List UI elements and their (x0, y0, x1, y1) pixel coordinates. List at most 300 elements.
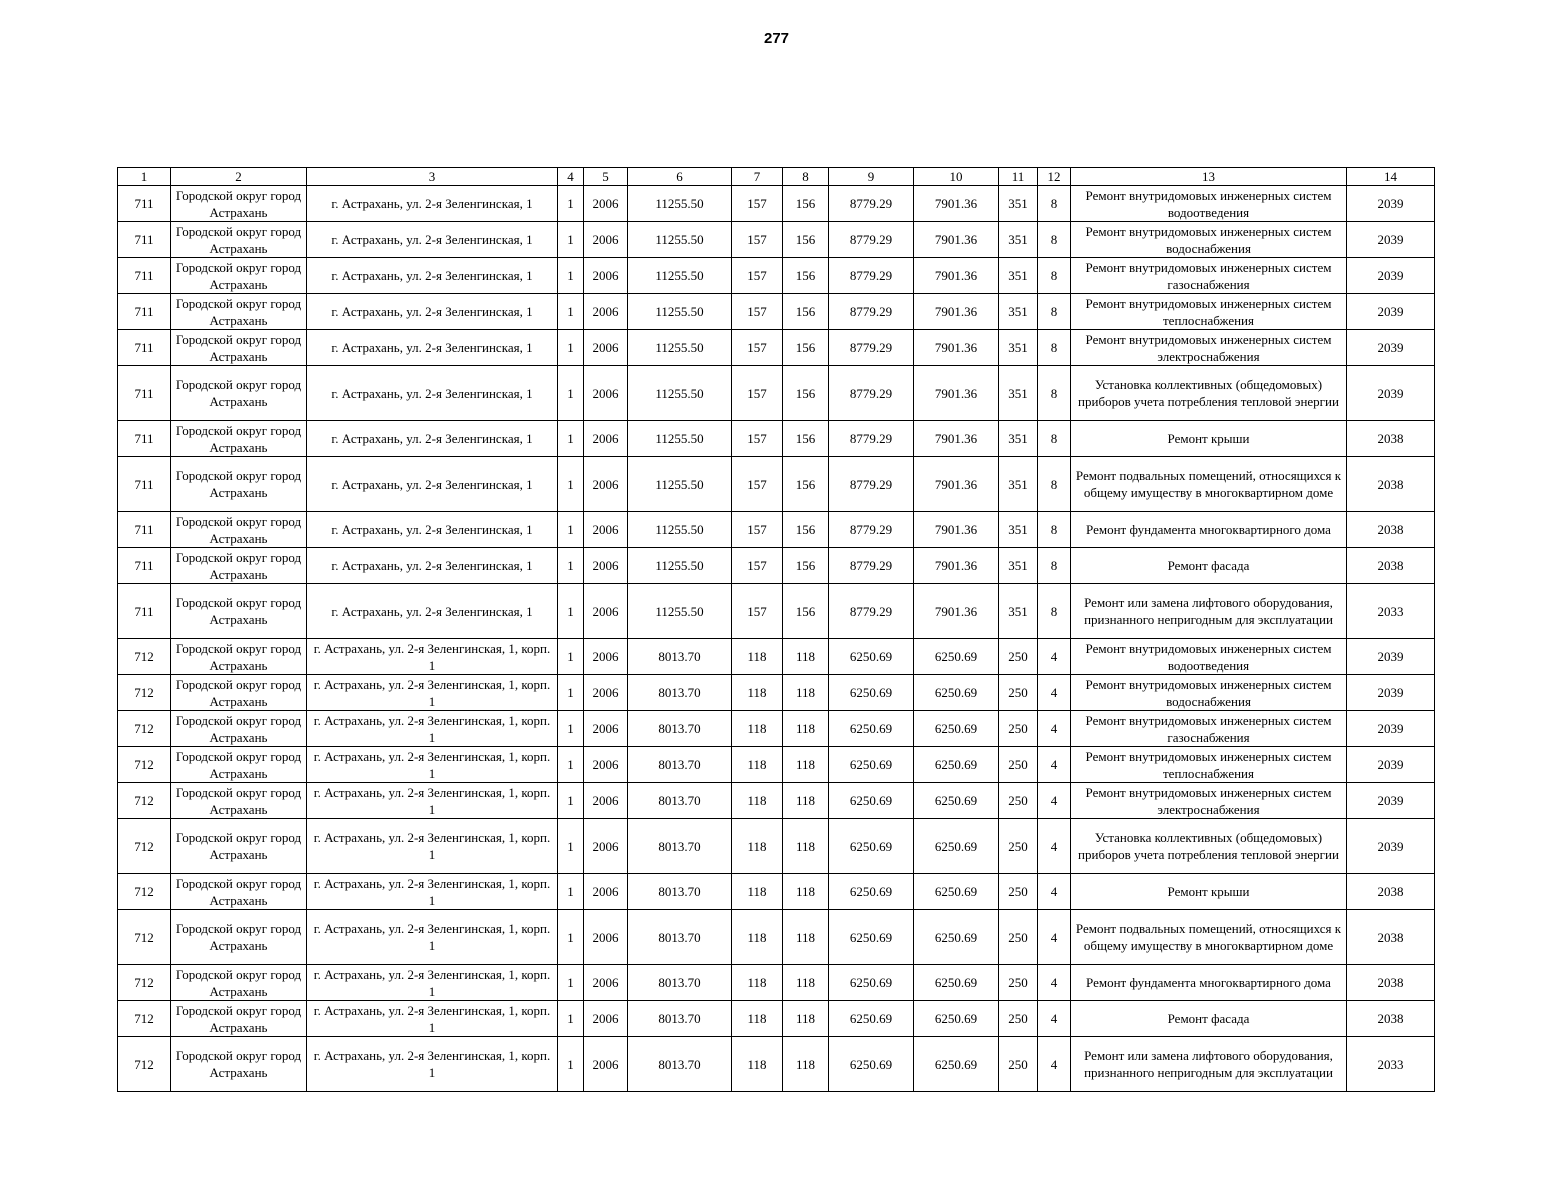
cell-stage: 1 (558, 639, 584, 675)
cell-c8: 118 (783, 1037, 829, 1092)
cell-object-number: 711 (118, 421, 171, 457)
cell-floors: 8 (1038, 294, 1071, 330)
cell-work-type: Ремонт фасада (1071, 1001, 1347, 1037)
cell-work-type: Установка коллективных (общедомовых) приборов учета потребления тепловой энергии (1071, 366, 1347, 421)
cell-address: г. Астрахань, ул. 2-я Зеленгинская, 1 (307, 330, 558, 366)
cell-c10: 7901.36 (914, 457, 999, 512)
cell-year: 2006 (584, 421, 628, 457)
cell-total-area: 11255.50 (628, 457, 732, 512)
table-row (118, 330, 1435, 366)
cell-c7: 157 (732, 512, 783, 548)
cell-residents: 250 (999, 910, 1038, 965)
cell-c10: 6250.69 (914, 819, 999, 874)
cell-object-number: 712 (118, 874, 171, 910)
cell-stage: 1 (558, 330, 584, 366)
cell-c7: 157 (732, 457, 783, 512)
cell-object-number: 712 (118, 1001, 171, 1037)
cell-c10: 6250.69 (914, 1001, 999, 1037)
cell-address: г. Астрахань, ул. 2-я Зеленгинская, 1, корп. 1 (307, 874, 558, 910)
cell-c8: 156 (783, 330, 829, 366)
cell-address: г. Астрахань, ул. 2-я Зеленгинская, 1, корп. 1 (307, 910, 558, 965)
cell-c9: 8779.29 (829, 457, 914, 512)
cell-planned-year: 2039 (1347, 675, 1435, 711)
cell-planned-year: 2038 (1347, 421, 1435, 457)
table-row (118, 965, 1435, 1001)
cell-c9: 8779.29 (829, 222, 914, 258)
column-header: 13 (1071, 168, 1347, 186)
cell-residents: 351 (999, 584, 1038, 639)
cell-c8: 118 (783, 874, 829, 910)
column-header: 12 (1038, 168, 1071, 186)
cell-c9: 8779.29 (829, 186, 914, 222)
cell-floors: 4 (1038, 783, 1071, 819)
cell-c9: 8779.29 (829, 294, 914, 330)
table-row (118, 1037, 1435, 1092)
cell-c7: 157 (732, 186, 783, 222)
table-row (118, 910, 1435, 965)
cell-municipality: Городской округ город Астрахань (171, 457, 307, 512)
cell-c10: 6250.69 (914, 874, 999, 910)
cell-c8: 156 (783, 366, 829, 421)
cell-total-area: 11255.50 (628, 512, 732, 548)
table-row (118, 366, 1435, 421)
cell-object-number: 711 (118, 548, 171, 584)
cell-total-area: 8013.70 (628, 910, 732, 965)
cell-object-number: 712 (118, 711, 171, 747)
cell-municipality: Городской округ город Астрахань (171, 548, 307, 584)
cell-residents: 351 (999, 330, 1038, 366)
cell-stage: 1 (558, 747, 584, 783)
cell-c8: 156 (783, 222, 829, 258)
cell-year: 2006 (584, 330, 628, 366)
cell-address: г. Астрахань, ул. 2-я Зеленгинская, 1, корп. 1 (307, 819, 558, 874)
cell-address: г. Астрахань, ул. 2-я Зеленгинская, 1 (307, 366, 558, 421)
cell-planned-year: 2033 (1347, 1037, 1435, 1092)
cell-c8: 118 (783, 711, 829, 747)
cell-c9: 8779.29 (829, 366, 914, 421)
cell-municipality: Городской округ город Астрахань (171, 584, 307, 639)
cell-c7: 157 (732, 258, 783, 294)
cell-total-area: 8013.70 (628, 874, 732, 910)
cell-floors: 4 (1038, 1001, 1071, 1037)
cell-c10: 7901.36 (914, 366, 999, 421)
cell-municipality: Городской округ город Астрахань (171, 222, 307, 258)
table-row (118, 783, 1435, 819)
cell-residents: 351 (999, 457, 1038, 512)
column-header: 11 (999, 168, 1038, 186)
cell-c10: 7901.36 (914, 186, 999, 222)
cell-municipality: Городской округ город Астрахань (171, 366, 307, 421)
column-header: 7 (732, 168, 783, 186)
cell-work-type: Ремонт подвальных помещений, относящихся к общему имуществу в многоквартирном доме (1071, 457, 1347, 512)
cell-year: 2006 (584, 965, 628, 1001)
cell-floors: 8 (1038, 222, 1071, 258)
cell-stage: 1 (558, 965, 584, 1001)
cell-floors: 4 (1038, 711, 1071, 747)
cell-c9: 6250.69 (829, 874, 914, 910)
cell-residents: 250 (999, 675, 1038, 711)
cell-c7: 157 (732, 584, 783, 639)
cell-total-area: 8013.70 (628, 747, 732, 783)
page-number: 277 (763, 30, 790, 47)
cell-floors: 8 (1038, 457, 1071, 512)
cell-total-area: 8013.70 (628, 639, 732, 675)
cell-year: 2006 (584, 819, 628, 874)
cell-stage: 1 (558, 675, 584, 711)
cell-c8: 118 (783, 783, 829, 819)
column-header: 1 (118, 168, 171, 186)
cell-object-number: 712 (118, 747, 171, 783)
table-row (118, 186, 1435, 222)
cell-municipality: Городской округ город Астрахань (171, 294, 307, 330)
cell-object-number: 712 (118, 965, 171, 1001)
cell-planned-year: 2038 (1347, 512, 1435, 548)
cell-work-type: Ремонт внутридомовых инженерных систем теплоснабжения (1071, 294, 1347, 330)
cell-c7: 118 (732, 819, 783, 874)
cell-year: 2006 (584, 294, 628, 330)
cell-object-number: 711 (118, 512, 171, 548)
cell-c7: 118 (732, 1001, 783, 1037)
cell-municipality: Городской округ город Астрахань (171, 1037, 307, 1092)
cell-total-area: 8013.70 (628, 1001, 732, 1037)
cell-planned-year: 2038 (1347, 874, 1435, 910)
cell-address: г. Астрахань, ул. 2-я Зеленгинская, 1 (307, 186, 558, 222)
cell-stage: 1 (558, 366, 584, 421)
cell-stage: 1 (558, 421, 584, 457)
cell-object-number: 711 (118, 330, 171, 366)
cell-floors: 4 (1038, 1037, 1071, 1092)
cell-municipality: Городской округ город Астрахань (171, 1001, 307, 1037)
cell-planned-year: 2039 (1347, 186, 1435, 222)
cell-address: г. Астрахань, ул. 2-я Зеленгинская, 1, корп. 1 (307, 747, 558, 783)
cell-stage: 1 (558, 258, 584, 294)
cell-total-area: 8013.70 (628, 783, 732, 819)
cell-c10: 7901.36 (914, 512, 999, 548)
cell-total-area: 11255.50 (628, 584, 732, 639)
cell-year: 2006 (584, 675, 628, 711)
cell-c9: 6250.69 (829, 639, 914, 675)
cell-stage: 1 (558, 874, 584, 910)
table-header (118, 168, 1435, 186)
cell-c7: 118 (732, 874, 783, 910)
cell-year: 2006 (584, 711, 628, 747)
cell-c9: 8779.29 (829, 258, 914, 294)
cell-stage: 1 (558, 222, 584, 258)
cell-year: 2006 (584, 1037, 628, 1092)
table-row (118, 258, 1435, 294)
cell-address: г. Астрахань, ул. 2-я Зеленгинская, 1 (307, 548, 558, 584)
column-header: 10 (914, 168, 999, 186)
cell-stage: 1 (558, 819, 584, 874)
table-row (118, 512, 1435, 548)
cell-c7: 157 (732, 366, 783, 421)
cell-planned-year: 2038 (1347, 457, 1435, 512)
cell-work-type: Ремонт подвальных помещений, относящихся к общему имуществу в многоквартирном доме (1071, 910, 1347, 965)
cell-c10: 7901.36 (914, 421, 999, 457)
cell-stage: 1 (558, 548, 584, 584)
cell-municipality: Городской округ город Астрахань (171, 421, 307, 457)
cell-object-number: 712 (118, 783, 171, 819)
column-header: 2 (171, 168, 307, 186)
cell-year: 2006 (584, 512, 628, 548)
cell-planned-year: 2039 (1347, 294, 1435, 330)
cell-residents: 250 (999, 639, 1038, 675)
cell-c10: 6250.69 (914, 747, 999, 783)
cell-object-number: 712 (118, 910, 171, 965)
cell-total-area: 8013.70 (628, 711, 732, 747)
cell-floors: 4 (1038, 965, 1071, 1001)
cell-planned-year: 2039 (1347, 330, 1435, 366)
cell-planned-year: 2038 (1347, 1001, 1435, 1037)
cell-municipality: Городской округ город Астрахань (171, 819, 307, 874)
cell-residents: 250 (999, 819, 1038, 874)
cell-c9: 6250.69 (829, 783, 914, 819)
cell-address: г. Астрахань, ул. 2-я Зеленгинская, 1, корп. 1 (307, 639, 558, 675)
cell-c8: 118 (783, 747, 829, 783)
cell-object-number: 711 (118, 186, 171, 222)
column-header: 3 (307, 168, 558, 186)
cell-object-number: 711 (118, 457, 171, 512)
cell-c10: 7901.36 (914, 548, 999, 584)
cell-address: г. Астрахань, ул. 2-я Зеленгинская, 1 (307, 512, 558, 548)
cell-c7: 118 (732, 675, 783, 711)
cell-c9: 8779.29 (829, 512, 914, 548)
cell-total-area: 8013.70 (628, 965, 732, 1001)
cell-c7: 118 (732, 747, 783, 783)
cell-year: 2006 (584, 222, 628, 258)
cell-address: г. Астрахань, ул. 2-я Зеленгинская, 1, корп. 1 (307, 783, 558, 819)
cell-address: г. Астрахань, ул. 2-я Зеленгинская, 1, корп. 1 (307, 1001, 558, 1037)
cell-floors: 8 (1038, 330, 1071, 366)
table-row (118, 584, 1435, 639)
cell-work-type: Ремонт фундамента многоквартирного дома (1071, 512, 1347, 548)
cell-residents: 250 (999, 711, 1038, 747)
cell-work-type: Ремонт внутридомовых инженерных систем электроснабжения (1071, 783, 1347, 819)
cell-c8: 156 (783, 584, 829, 639)
cell-total-area: 11255.50 (628, 222, 732, 258)
cell-residents: 250 (999, 1037, 1038, 1092)
cell-planned-year: 2038 (1347, 548, 1435, 584)
table-row (118, 548, 1435, 584)
cell-c8: 156 (783, 548, 829, 584)
cell-residents: 351 (999, 421, 1038, 457)
cell-year: 2006 (584, 783, 628, 819)
cell-stage: 1 (558, 1037, 584, 1092)
cell-work-type: Ремонт внутридомовых инженерных систем электроснабжения (1071, 330, 1347, 366)
cell-c10: 6250.69 (914, 1037, 999, 1092)
cell-planned-year: 2039 (1347, 222, 1435, 258)
cell-municipality: Городской округ город Астрахань (171, 874, 307, 910)
cell-work-type: Ремонт внутридомовых инженерных систем водоснабжения (1071, 675, 1347, 711)
cell-residents: 351 (999, 548, 1038, 584)
cell-work-type: Ремонт внутридомовых инженерных систем газоснабжения (1071, 258, 1347, 294)
cell-c7: 118 (732, 1037, 783, 1092)
cell-floors: 4 (1038, 910, 1071, 965)
cell-year: 2006 (584, 910, 628, 965)
cell-work-type: Установка коллективных (общедомовых) приборов учета потребления тепловой энергии (1071, 819, 1347, 874)
cell-residents: 351 (999, 186, 1038, 222)
cell-planned-year: 2039 (1347, 258, 1435, 294)
table-row (118, 639, 1435, 675)
cell-work-type: Ремонт или замена лифтового оборудования, признанного непригодным для эксплуатации (1071, 584, 1347, 639)
cell-c8: 118 (783, 965, 829, 1001)
table-row (118, 747, 1435, 783)
cell-c7: 118 (732, 965, 783, 1001)
cell-c10: 6250.69 (914, 965, 999, 1001)
table-row (118, 1001, 1435, 1037)
cell-c8: 118 (783, 639, 829, 675)
cell-municipality: Городской округ город Астрахань (171, 965, 307, 1001)
cell-address: г. Астрахань, ул. 2-я Зеленгинская, 1, корп. 1 (307, 965, 558, 1001)
cell-object-number: 712 (118, 1037, 171, 1092)
cell-c10: 6250.69 (914, 910, 999, 965)
cell-c9: 6250.69 (829, 819, 914, 874)
cell-c10: 7901.36 (914, 258, 999, 294)
cell-floors: 4 (1038, 819, 1071, 874)
cell-total-area: 11255.50 (628, 186, 732, 222)
cell-floors: 8 (1038, 186, 1071, 222)
cell-c10: 6250.69 (914, 711, 999, 747)
table-row (118, 675, 1435, 711)
cell-planned-year: 2039 (1347, 639, 1435, 675)
cell-municipality: Городской округ город Астрахань (171, 186, 307, 222)
cell-residents: 351 (999, 512, 1038, 548)
cell-c10: 6250.69 (914, 639, 999, 675)
cell-object-number: 712 (118, 819, 171, 874)
cell-c7: 157 (732, 294, 783, 330)
cell-c7: 157 (732, 548, 783, 584)
cell-residents: 250 (999, 965, 1038, 1001)
cell-stage: 1 (558, 584, 584, 639)
cell-work-type: Ремонт внутридомовых инженерных систем водоотведения (1071, 186, 1347, 222)
cell-municipality: Городской округ город Астрахань (171, 639, 307, 675)
cell-residents: 250 (999, 747, 1038, 783)
cell-c9: 6250.69 (829, 965, 914, 1001)
cell-work-type: Ремонт крыши (1071, 421, 1347, 457)
cell-residents: 250 (999, 874, 1038, 910)
cell-planned-year: 2039 (1347, 747, 1435, 783)
cell-municipality: Городской округ город Астрахань (171, 512, 307, 548)
column-header: 6 (628, 168, 732, 186)
cell-residents: 250 (999, 1001, 1038, 1037)
cell-stage: 1 (558, 512, 584, 548)
cell-object-number: 711 (118, 258, 171, 294)
cell-total-area: 8013.70 (628, 1037, 732, 1092)
cell-municipality: Городской округ город Астрахань (171, 330, 307, 366)
table-row (118, 819, 1435, 874)
cell-c8: 156 (783, 421, 829, 457)
cell-work-type: Ремонт крыши (1071, 874, 1347, 910)
cell-address: г. Астрахань, ул. 2-я Зеленгинская, 1 (307, 294, 558, 330)
cell-c8: 156 (783, 186, 829, 222)
column-header: 9 (829, 168, 914, 186)
cell-planned-year: 2039 (1347, 819, 1435, 874)
cell-work-type: Ремонт фундамента многоквартирного дома (1071, 965, 1347, 1001)
cell-municipality: Городской округ город Астрахань (171, 258, 307, 294)
cell-work-type: Ремонт внутридомовых инженерных систем водоотведения (1071, 639, 1347, 675)
cell-c9: 8779.29 (829, 548, 914, 584)
cell-c9: 6250.69 (829, 711, 914, 747)
table-body (118, 186, 1435, 1092)
cell-address: г. Астрахань, ул. 2-я Зеленгинская, 1 (307, 222, 558, 258)
cell-total-area: 11255.50 (628, 366, 732, 421)
table-row (118, 711, 1435, 747)
cell-planned-year: 2039 (1347, 783, 1435, 819)
cell-floors: 8 (1038, 584, 1071, 639)
cell-c8: 156 (783, 512, 829, 548)
cell-floors: 8 (1038, 366, 1071, 421)
cell-c7: 118 (732, 910, 783, 965)
cell-c7: 118 (732, 783, 783, 819)
cell-year: 2006 (584, 258, 628, 294)
cell-planned-year: 2039 (1347, 366, 1435, 421)
cell-residents: 351 (999, 366, 1038, 421)
cell-stage: 1 (558, 1001, 584, 1037)
cell-c7: 118 (732, 711, 783, 747)
cell-floors: 4 (1038, 747, 1071, 783)
cell-address: г. Астрахань, ул. 2-я Зеленгинская, 1 (307, 457, 558, 512)
cell-object-number: 711 (118, 584, 171, 639)
cell-year: 2006 (584, 186, 628, 222)
cell-floors: 8 (1038, 421, 1071, 457)
cell-stage: 1 (558, 294, 584, 330)
cell-address: г. Астрахань, ул. 2-я Зеленгинская, 1, корп. 1 (307, 1037, 558, 1092)
cell-planned-year: 2038 (1347, 910, 1435, 965)
cell-c7: 157 (732, 222, 783, 258)
cell-object-number: 712 (118, 675, 171, 711)
cell-floors: 4 (1038, 675, 1071, 711)
cell-work-type: Ремонт внутридомовых инженерных систем теплоснабжения (1071, 747, 1347, 783)
cell-total-area: 11255.50 (628, 258, 732, 294)
cell-address: г. Астрахань, ул. 2-я Зеленгинская, 1 (307, 258, 558, 294)
cell-c9: 8779.29 (829, 421, 914, 457)
cell-work-type: Ремонт или замена лифтового оборудования, признанного непригодным для эксплуатации (1071, 1037, 1347, 1092)
cell-c8: 156 (783, 457, 829, 512)
table-row (118, 294, 1435, 330)
cell-address: г. Астрахань, ул. 2-я Зеленгинская, 1, корп. 1 (307, 675, 558, 711)
cell-c9: 8779.29 (829, 584, 914, 639)
cell-year: 2006 (584, 366, 628, 421)
cell-c9: 6250.69 (829, 1037, 914, 1092)
cell-object-number: 711 (118, 222, 171, 258)
cell-municipality: Городской округ город Астрахань (171, 910, 307, 965)
table-row (118, 222, 1435, 258)
cell-address: г. Астрахань, ул. 2-я Зеленгинская, 1 (307, 584, 558, 639)
cell-c9: 8779.29 (829, 330, 914, 366)
column-header: 14 (1347, 168, 1435, 186)
column-header: 8 (783, 168, 829, 186)
cell-planned-year: 2039 (1347, 711, 1435, 747)
cell-total-area: 11255.50 (628, 548, 732, 584)
cell-work-type: Ремонт внутридомовых инженерных систем водоснабжения (1071, 222, 1347, 258)
cell-floors: 4 (1038, 639, 1071, 675)
table-row (118, 874, 1435, 910)
cell-stage: 1 (558, 783, 584, 819)
cell-floors: 8 (1038, 548, 1071, 584)
cell-address: г. Астрахань, ул. 2-я Зеленгинская, 1 (307, 421, 558, 457)
cell-stage: 1 (558, 457, 584, 512)
column-header: 5 (584, 168, 628, 186)
cell-year: 2006 (584, 1001, 628, 1037)
cell-total-area: 11255.50 (628, 294, 732, 330)
cell-year: 2006 (584, 584, 628, 639)
column-header: 4 (558, 168, 584, 186)
cell-object-number: 711 (118, 366, 171, 421)
cell-residents: 351 (999, 258, 1038, 294)
cell-residents: 351 (999, 222, 1038, 258)
cell-year: 2006 (584, 639, 628, 675)
cell-work-type: Ремонт фасада (1071, 548, 1347, 584)
